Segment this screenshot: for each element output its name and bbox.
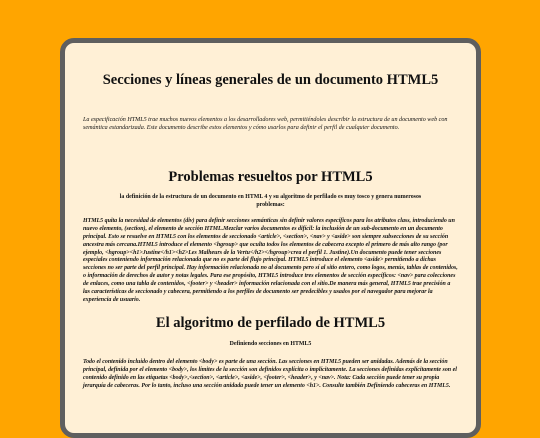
document-card — [60, 38, 481, 438]
section-body-problems: HTML5 quita la necesidad de elementos (div) para definir secciones semánticas sin definir valores específicos para los atributos class, introduciendo un nuevo elemento, (section), el elemento de sección HTML.Mezclar varios documentos es difícil: la inclusión de un sub-documento en un documento principal. Esto se resuelve en HTML5 con los elementos de seccionado <article>, <section>, <nav> y <aside> son siempre subsecciones de su sección ancestra más cercana.HTML5 introduce el elemento <hgroup> que oculta todos los elementos de cabecera excepto el primero de más alto rango (por ejemplo, <hgroup><h1>Justine</h1><h2>Les Malheurs de la Vertu</h2></hgroup>crea el perfil 1. Justine).Un documento puede tener secciones especiales conteniendo información relacionada que no es parte del flujo principal. HTML5 introduce el elemento <aside> permitiendo a dichas secciones no ser parte del perfil principal. Hay información relacionada no al documento pero sí al sitio entero, como logos, menús, tablas de contenidos, o información de derechos de autor y notas legales. Para ese propósito, HTML5 introduce tres elementos de sección específicos: <nav> para colecciones de enlaces, como una tabla de contenidos, <footer> y <header> información relacionada con el sitio.De manera más general, HTML5 trae precisión a las características de seccionado y cabecera, permitiendo a los perfiles de documento ser predecibles y usados por el navegador para mejorar la experiencia de usuario. — [83, 218, 458, 303]
section-heading-algorithm: El algoritmo de perfilado de HTML5 — [155, 315, 386, 332]
section-body-algorithm: Todo el contenido incluido dentro del elemento <body> es parte de una sección. Las secciones en HTML5 pueden ser anidadas. Además de la sección principal, definida por el elemento <body>, los límites de la sección son definidos explícita o implícitamente. La secciones definidas explícitamente son el contenido definido en las etiquetas <body>,<section>, <article>, <aside>, <footer>, <header>, y <nav>. Nota: Cada sección puede tener su propia jerarquía de cabeceras. Por lo tanto, incluso una sección anidada puede tener un elemento <h1>. Consulte también Definiendo cabeceras en HTML5. — [83, 358, 457, 389]
section-heading-problems: Problemas resueltos por HTML5 — [168, 169, 373, 186]
intro-paragraph: La especificación HTML5 trae muchos nuevos elementos a los desarrolladores web, permitiéndoles describir la estructura de un documento web con semántica estandarizada. Este documento describe estos elementos y cómo usarlos para definir el perfil de cualquier documento. — [83, 117, 448, 132]
page-title: Secciones y líneas generales de un documento HTML5 — [102, 72, 439, 88]
section-subheading-problems: la definición de la estructura de un documento en HTML 4 y su algoritmo de perfilado es muy tosco y genera numerosos problemas: — [119, 194, 422, 208]
section-subheading-algorithm: Definiendo secciones en HTML5 — [229, 341, 312, 348]
